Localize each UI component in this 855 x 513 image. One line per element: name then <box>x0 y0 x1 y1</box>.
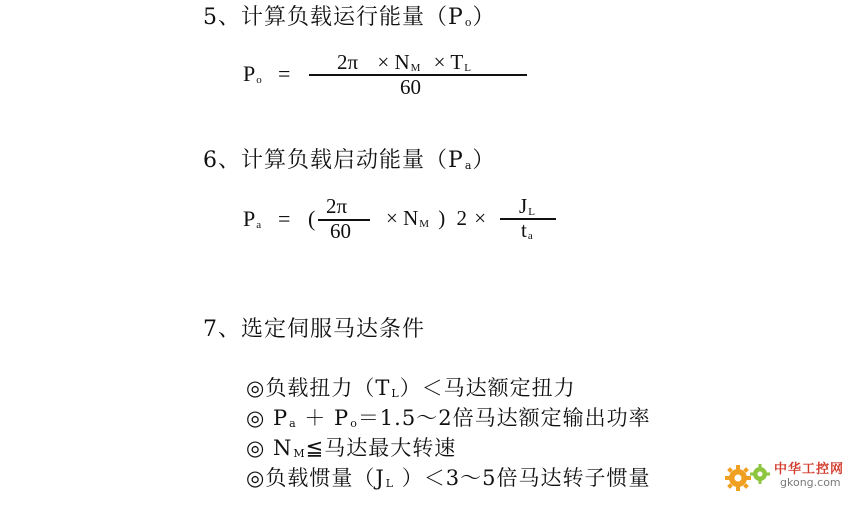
pa-exponent-2: 2 <box>456 206 468 230</box>
po-2pi: 2π <box>337 50 359 74</box>
po-numerator <box>337 50 471 75</box>
section-6-heading-sub: a <box>464 159 473 172</box>
pa-jl: JL <box>519 194 535 218</box>
po-denominator: 60 <box>400 75 421 99</box>
po-equals: = <box>278 61 291 86</box>
condition-item: ◎ Pa ＋ Po＝1.5～2倍马达额定输出功率 <box>246 406 651 430</box>
section-5-heading <box>203 0 495 31</box>
pa-jl-sub: L <box>528 206 535 218</box>
pa-times-2: × <box>474 206 487 230</box>
po-lhs: Po <box>243 61 262 86</box>
po-times-2: × <box>433 50 446 74</box>
condition-item: ◎负载惯量（JL ）＜3～5倍马达转子惯量 <box>246 466 651 490</box>
pa-ta: ta <box>521 218 533 242</box>
pa-times-1: × <box>386 206 398 230</box>
condition-item: ◎负载扭力（TL）＜马达额定扭力 <box>246 376 576 400</box>
pa-equals: = <box>278 206 291 231</box>
pa-nm-sub: M <box>419 218 430 230</box>
po-tl-sub: L <box>464 62 471 74</box>
condition-item: ◎ NM≦马达最大转速 <box>246 436 457 460</box>
pa-numerator: 2π <box>326 194 348 218</box>
section-5-heading-end: ） <box>472 5 496 30</box>
pa-lhs: Pa <box>243 206 262 231</box>
watermark-logo <box>722 456 850 496</box>
pa-denominator: 60 <box>330 219 351 243</box>
condition-sub: L <box>391 387 400 400</box>
watermark-title: 中华工控网 <box>774 462 845 477</box>
po-lhs-sub: o <box>256 74 262 86</box>
pa-open-paren: ( <box>308 206 316 231</box>
condition-sub: L <box>385 477 395 490</box>
po-tl: T <box>450 50 464 74</box>
pa-close-paren: ) <box>438 206 446 230</box>
condition-sub: o <box>350 417 358 430</box>
watermark-url: gkong.com <box>780 476 841 489</box>
section-6-heading <box>203 143 495 174</box>
pa-lhs-sub: a <box>256 219 262 231</box>
section-7-heading: 7、选定伺服马达条件 <box>203 317 425 342</box>
po-nm-sub: M <box>410 62 421 74</box>
gear-icon <box>722 456 778 496</box>
section-5-heading-sub: o <box>464 16 473 29</box>
pa-nm: N <box>403 206 419 230</box>
condition-sub: M <box>293 447 306 460</box>
condition-sub: a <box>289 417 297 430</box>
po-times-1: × <box>377 50 390 74</box>
pa-nm-term <box>386 206 486 231</box>
section-6-heading-end: ） <box>472 148 496 173</box>
section-6-heading-text: 6、计算负载启动能量（P <box>203 148 464 173</box>
po-nm: N <box>394 50 410 74</box>
section-5-heading-text: 5、计算负载运行能量（P <box>203 5 464 30</box>
pa-ta-sub: a <box>527 230 533 242</box>
